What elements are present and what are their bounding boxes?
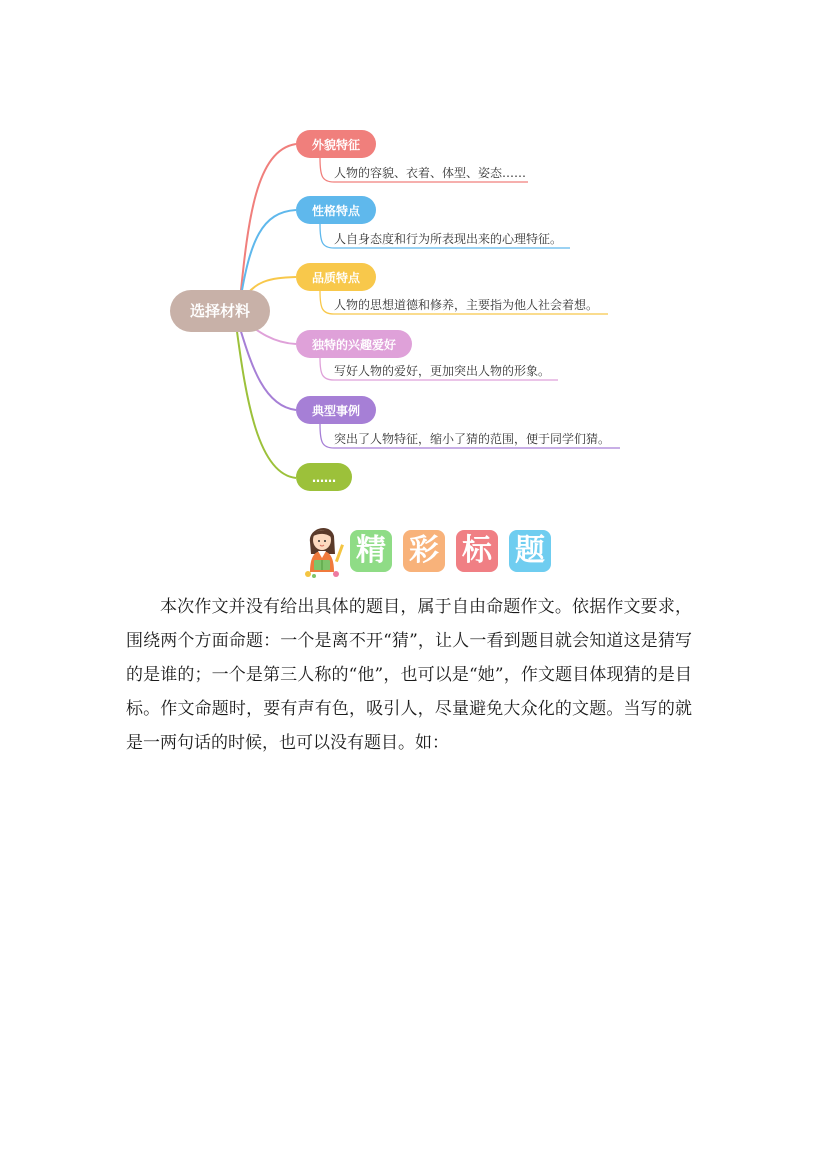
branch-label-more: …… <box>312 471 336 485</box>
branch-desc-example: 突出了人物特征，缩小了猜的范围，便于同学们猜。 <box>334 432 611 446</box>
branch-desc-character: 人物的思想道德和修养，主要指为他人社会着想。 <box>334 298 599 312</box>
girl-reading-icon <box>300 520 348 580</box>
branch-desc-personality: 人自身态度和行为所表现出来的心理特征。 <box>334 232 563 246</box>
branch-label-hobby: 独特的兴趣爱好 <box>311 338 397 352</box>
root-label: 选择材料 <box>189 302 251 320</box>
body-paragraph: 本次作文并没有给出具体的题目，属于自由命题作文。依据作文要求，围绕两个方面命题：一个是离不开“猜”，让人一看到题目就会知道这是猜写的是谁的；一个是第三人称的“他”，也可以是“她”，作文题目体现猜的是目标。作文命题时，要有声有色，吸引人，尽量避免大众化的文题。当写的就是一两句话的时候，也可以没有题目。如： <box>126 597 692 753</box>
section-header <box>300 520 560 582</box>
branch-label-character: 品质特点 <box>311 271 361 285</box>
branch-desc-hobby: 写好人物的爱好，更加突出人物的形象。 <box>334 364 551 378</box>
title-tile-2: 彩 <box>403 530 445 572</box>
title-tile-3: 标 <box>456 530 498 572</box>
title-tile-4: 题 <box>509 530 551 572</box>
connector-2 <box>240 210 296 302</box>
branch-label-appearance: 外貌特征 <box>311 138 361 152</box>
title-tile-1: 精 <box>350 530 392 572</box>
branch-label-personality: 性格特点 <box>311 204 361 218</box>
branch-label-example: 典型事例 <box>311 404 361 418</box>
branch-desc-appearance: 人物的容貌、衣着、体型、姿态…… <box>334 166 527 180</box>
connector-6 <box>236 324 296 478</box>
mind-map <box>0 0 826 520</box>
